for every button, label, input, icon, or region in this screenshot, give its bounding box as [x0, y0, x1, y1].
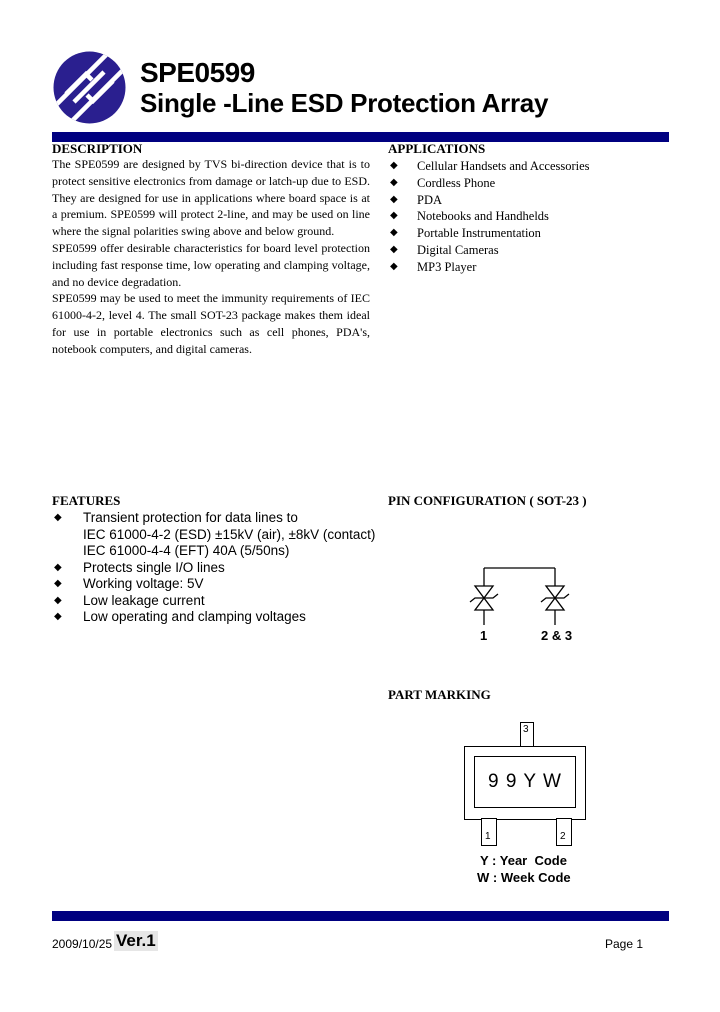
list-item: IEC 61000-4-4 (EFT) 40A (5/50ns) [83, 543, 290, 558]
page-number: Page 1 [605, 937, 644, 951]
list-item: ◆ Cordless Phone [390, 175, 496, 190]
diamond-bullet-icon: ◆ [54, 578, 62, 589]
part-number: SPE0599 [140, 57, 255, 88]
list-item: ◆ Low leakage current [54, 592, 205, 608]
diamond-bullet-icon: ◆ [54, 561, 62, 573]
part-marking-heading: PART MARKING [388, 687, 491, 702]
year-code-legend: Y : Year Code [480, 853, 567, 868]
pin-3-lead: 3 [520, 722, 534, 748]
features-list [52, 510, 382, 626]
diamond-bullet-icon: ◆ [390, 260, 398, 272]
list-item: ◆ Portable Instrumentation [390, 226, 541, 241]
pin-2-lead: 2 [556, 818, 572, 846]
tvs-diode-icon [470, 586, 498, 610]
bottom-rule [52, 911, 669, 921]
diamond-bullet-icon: ◆ [54, 611, 62, 622]
diamond-bullet-icon: ◆ [390, 176, 398, 188]
list-item: ◆ MP3 Player [390, 259, 477, 274]
week-code-legend: W : Week Code [477, 870, 571, 885]
page-title: Single -Line ESD Protection Array [140, 88, 549, 118]
diamond-bullet-icon: ◆ [390, 193, 398, 205]
version-label: Ver.1 [116, 931, 156, 950]
diamond-bullet-icon: ◆ [54, 512, 62, 523]
diamond-bullet-icon: ◆ [390, 227, 398, 239]
description-paragraph: SPE0599 offer desirable characteristics for board level protection including fast response time, low operating and clamping voltage, and no device degradation. [52, 240, 370, 289]
footer-date: 2009/10/25 [52, 937, 113, 951]
applications-list [388, 158, 668, 276]
list-item: ◆ Protects single I/O lines [54, 559, 225, 575]
pin-1-lead: 1 [481, 818, 497, 846]
diamond-bullet-icon: ◆ [390, 243, 398, 255]
list-item: ◆ Digital Cameras [390, 242, 499, 257]
list-item: ◆ Working voltage: 5V [54, 576, 204, 591]
marking-code: 9 9 Y W [488, 771, 562, 792]
diamond-bullet-icon: ◆ [390, 210, 398, 222]
description-text [52, 156, 370, 358]
applications-heading: APPLICATIONS [388, 141, 486, 156]
list-item: IEC 61000-4-2 (ESD) ±15kV (air), ±8kV (contact) [83, 526, 376, 542]
description-paragraph: SPE0599 may be used to meet the immunity requirements of IEC 61000-4-2, level 4. The small SOT-23 package makes them ideal for use in portable electronics such as cell phones, PDA's, notebook computers, and digital cameras. [52, 291, 370, 356]
pin-label-right: 2 & 3 [541, 628, 573, 643]
top-rule [52, 132, 669, 142]
diamond-bullet-icon: ◆ [390, 160, 398, 171]
list-item: ◆ Cellular Handsets and Accessories [390, 159, 590, 173]
package-marking-box [474, 756, 576, 808]
pin-configuration-diagram [455, 560, 585, 630]
tvs-diode-icon [541, 586, 569, 610]
description-heading: DESCRIPTION [52, 141, 143, 156]
description-paragraph: The SPE0599 are designed by TVS bi-direction device that is to protect sensitive electronics from damage or latch-up due to ESD. They are designed for use in applications where board space is at a premium. SPE0599 will protect 2-line, and may be used on line where the signal polarities swing above and below ground. [52, 157, 370, 239]
company-logo [52, 50, 127, 125]
list-item: ◆ Transient protection for data lines to [54, 510, 298, 525]
features-heading: FEATURES [52, 493, 121, 508]
list-item: ◆ Notebooks and Handhelds [390, 209, 549, 224]
pin-label-left: 1 [480, 628, 488, 643]
diamond-bullet-icon: ◆ [54, 594, 62, 606]
sot23-package-outline [464, 746, 586, 820]
list-item: ◆ PDA [390, 192, 443, 207]
list-item: ◆ Low operating and clamping voltages [54, 609, 306, 624]
pin-configuration-heading: PIN CONFIGURATION ( SOT-23 ) [388, 493, 587, 508]
